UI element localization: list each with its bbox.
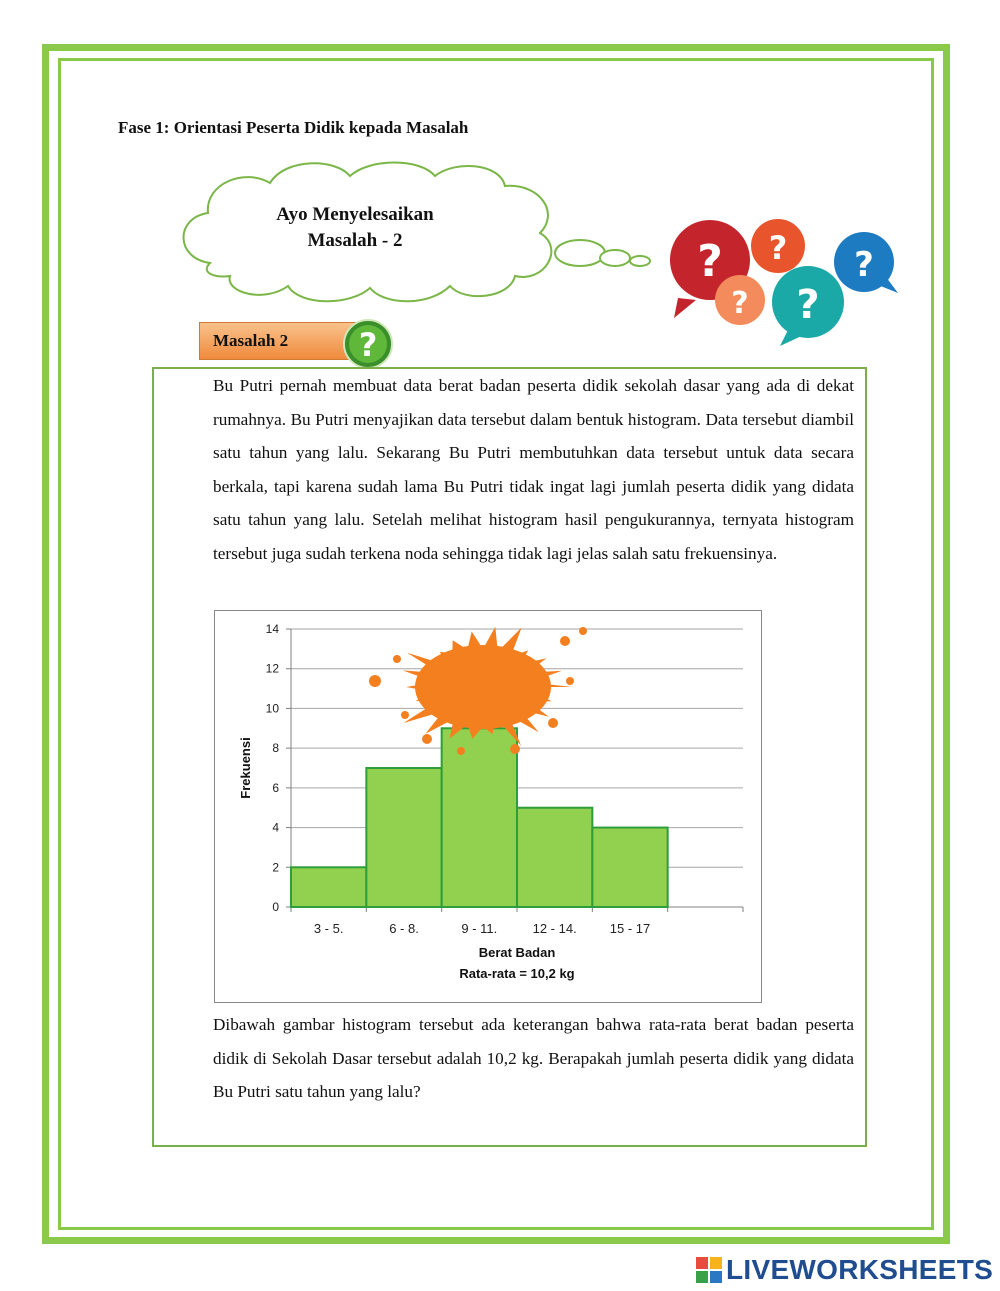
ink-splash-drop [510, 744, 520, 754]
brand-name: LIVEWORKSHEETS [726, 1254, 994, 1285]
ink-splash-drop [566, 677, 574, 685]
cloud-title-line2: Masalah - 2 [307, 230, 403, 251]
x-axis-label: Berat Badan [478, 945, 556, 960]
histogram-bar [592, 828, 667, 907]
liveworksheets-logo-icon [696, 1257, 722, 1283]
phase-heading: Fase 1: Orientasi Peserta Didik kepada Masalah [118, 118, 469, 137]
svg-text:?: ? [768, 229, 788, 267]
ink-splash-drop [457, 747, 465, 755]
histogram-bar [442, 728, 517, 907]
problem-tab: Masalah 2 [199, 322, 367, 360]
x-tick-label: 15 - 17 [609, 921, 651, 936]
ink-splash-drop [401, 711, 409, 719]
y-tick-label: 2 [272, 860, 279, 875]
ink-splash-drop [369, 675, 381, 687]
histogram-bar [517, 808, 592, 907]
histogram-bar [291, 867, 366, 907]
chart-caption: Rata-rata = 10,2 kg [459, 966, 575, 981]
histogram-chart [214, 610, 762, 1003]
y-tick-label: 0 [272, 900, 279, 914]
question-circle-icon [342, 318, 394, 370]
ink-splash-drop [579, 627, 587, 635]
x-tick-label: 3 - 5. [313, 921, 344, 936]
y-tick-label: 14 [265, 622, 279, 636]
ink-splash-drop [560, 636, 570, 646]
ink-splash-drop [548, 718, 558, 728]
y-tick-label: 6 [272, 780, 279, 795]
y-axis-label: Frekuensi [238, 737, 253, 799]
y-tick-label: 10 [265, 701, 279, 716]
problem-paragraph-1: Bu Putri pernah membuat data berat badan peserta didik sekolah dasar yang ada di dekat rumahnya. Bu Putri menyajikan data tersebut dalam bentuk histogram. Data tersebut diambil satu tahun yang lalu. Sekarang Bu Putri membutuhkan data tersebut untuk data secara berkala, tapi karena sudah lama Bu Putri tidak ingat lagi jumlah peserta didik yang didata satu tahun yang lalu. Setelah melihat histogram hasil pengukurannya, ternyata histogram tersebut juga sudah terkena noda sehingga tidak lagi jelas salah satu frekuensinya. [213, 376, 854, 563]
svg-text:?: ? [731, 286, 749, 321]
liveworksheets-brand [696, 1254, 993, 1286]
x-tick-label: 12 - 14. [532, 921, 577, 936]
ink-splash-drop [422, 734, 432, 744]
histogram-bar [366, 768, 441, 907]
y-tick-label: 12 [265, 661, 279, 676]
question-bubbles-icon [668, 218, 900, 348]
x-tick-label: 6 - 8. [389, 921, 419, 936]
svg-text:?: ? [358, 326, 378, 364]
y-tick-label: 8 [272, 741, 279, 756]
svg-text:?: ? [796, 282, 820, 328]
cloud-title [240, 202, 470, 254]
svg-text:?: ? [697, 236, 723, 287]
ink-splash-core [415, 645, 551, 729]
y-tick-label: 4 [272, 820, 279, 835]
histogram-svg [215, 611, 761, 1002]
svg-text:?: ? [854, 245, 874, 285]
problem-paragraph-2: Dibawah gambar histogram tersebut ada keterangan bahwa rata-rata berat badan peserta didik di Sekolah Dasar tersebut adalah 10,2 kg. Berapakah jumlah peserta didik yang didata Bu Putri satu tahun yang lalu? [213, 1015, 854, 1102]
x-tick-label: 9 - 11. [461, 921, 498, 936]
ink-splash-drop [393, 655, 401, 663]
cloud-title-line1: Ayo Menyelesaikan [276, 204, 434, 225]
